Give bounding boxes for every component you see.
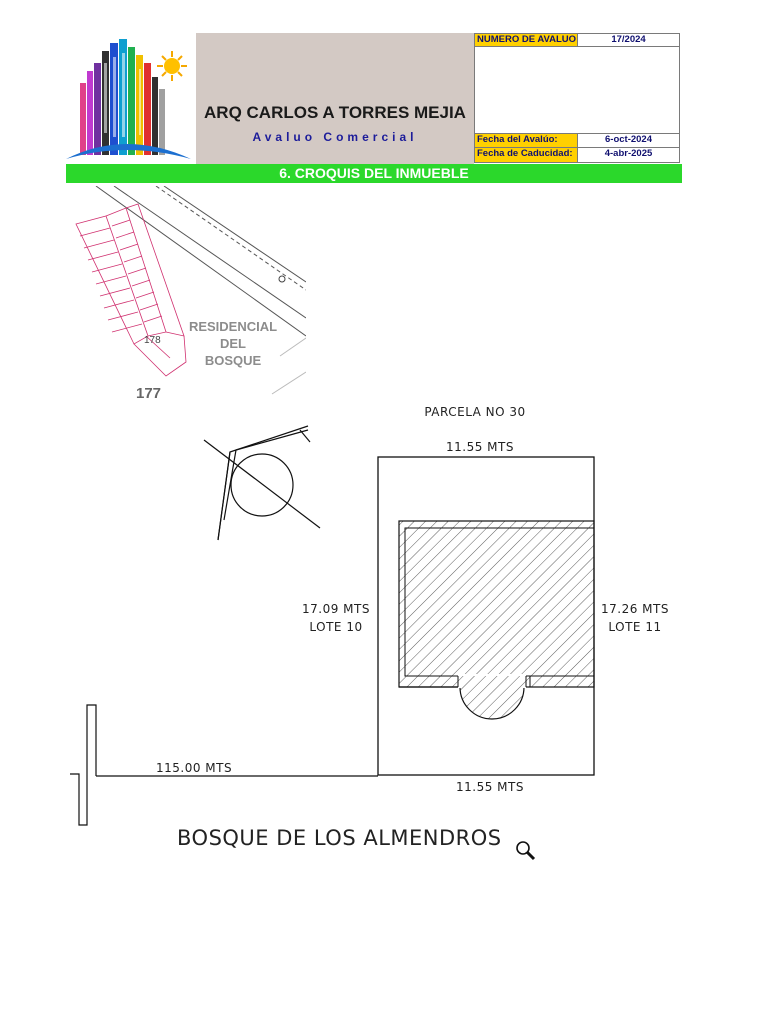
location-map xyxy=(66,186,306,406)
top-dimension: 11.55 MTS xyxy=(446,440,514,454)
lot-sketch xyxy=(60,400,700,870)
avaluo-number-label: NUMERO DE AVALUO xyxy=(474,33,578,47)
fecha-caducidad-label: Fecha de Caducidad: xyxy=(474,147,578,163)
map-label-line1: RESIDENCIAL xyxy=(188,319,278,334)
section-title: 6. CROQUIS DEL INMUEBLE xyxy=(279,165,469,181)
fecha-avaluo-value: 6-oct-2024 xyxy=(577,133,680,148)
magnifier-icon xyxy=(517,842,534,859)
street-dimension: 115.00 MTS xyxy=(156,761,233,775)
right-dimension: 17.26 MTS xyxy=(601,602,669,616)
avaluo-number-value: 17/2024 xyxy=(577,33,680,47)
info-blank-area xyxy=(474,46,680,134)
company-subtitle: Avaluo Comercial xyxy=(252,130,418,144)
map-lot-177: 177 xyxy=(136,385,162,402)
map-lot-178: 178 xyxy=(144,335,161,346)
header-title-box xyxy=(196,33,474,164)
fecha-caducidad-value: 4-abr-2025 xyxy=(577,147,680,163)
map-label-line3: BOSQUE xyxy=(204,353,262,368)
company-logo xyxy=(66,33,196,164)
section-header-bar xyxy=(66,164,682,183)
north-neighbor-label: PARCELA NO 30 xyxy=(424,405,526,419)
right-neighbor: LOTE 11 xyxy=(608,620,662,634)
left-dimension: 17.09 MTS xyxy=(302,602,370,616)
house-footprint xyxy=(399,521,594,719)
company-name: ARQ CARLOS A TORRES MEJIA xyxy=(204,103,466,122)
bottom-dimension: 11.55 MTS xyxy=(456,780,524,794)
map-label-line2: DEL xyxy=(220,336,246,351)
north-arrow-icon xyxy=(204,426,320,540)
city-buildings-sun-logo-icon xyxy=(66,33,196,164)
fecha-avaluo-label: Fecha del Avalúo: xyxy=(474,133,578,148)
street-name: BOSQUE DE LOS ALMENDROS xyxy=(177,826,502,850)
left-neighbor: LOTE 10 xyxy=(309,620,363,634)
